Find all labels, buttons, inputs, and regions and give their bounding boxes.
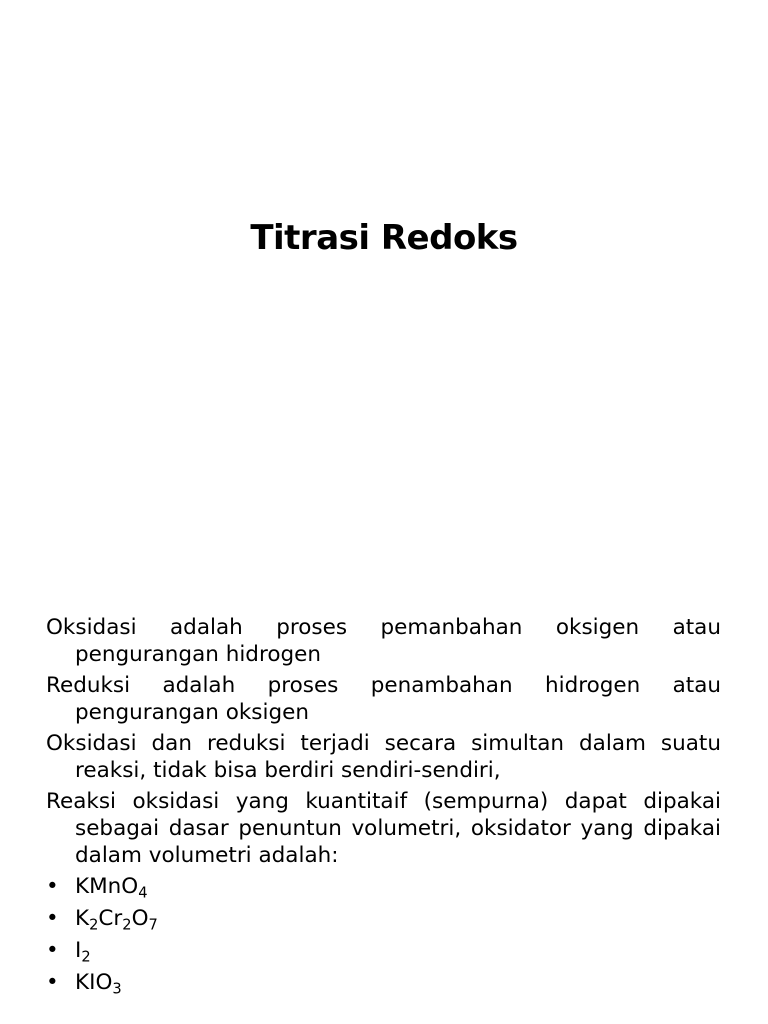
slide-body — [46, 614, 721, 1001]
list-item-kio3 — [46, 969, 721, 996]
paragraph-volumetri: Reaksi oksidasi yang kuantitaif (sempurna) dapat dipakai sebagai dasar penuntun volumetri, oksidator yang dipakai dalam volumetri adalah: — [46, 789, 721, 868]
slide-title: Titrasi Redoks — [250, 218, 518, 258]
formula-i2: $I_2$ — [75, 938, 91, 966]
list-item-k2cr2o7 — [46, 905, 721, 932]
formula-k2cr2o7: $K_2Cr_2O_7$ — [75, 906, 158, 934]
paragraph-oksidasi: Oksidasi adalah proses pemanbahan oksigen atau pengurangan hidrogen — [46, 615, 721, 667]
bullet-icon: • — [46, 906, 59, 931]
list-item-kmno4 — [46, 873, 721, 900]
paragraph-reduksi: Reduksi adalah proses penambahan hidrogen atau pengurangan oksigen — [46, 673, 721, 725]
formula-kio3: $KIO_3$ — [75, 970, 122, 998]
oxidizer-list — [46, 873, 721, 996]
paragraph-simultan: Oksidasi dan reduksi terjadi secara simultan dalam suatu reaksi, tidak bisa berdiri sendiri-sendiri, — [46, 731, 721, 783]
bullet-icon: • — [46, 874, 59, 899]
formula-kmno4: KMnO$_4$ — [75, 874, 148, 902]
bullet-icon: • — [46, 938, 59, 963]
list-item-i2 — [46, 937, 721, 964]
bullet-icon: • — [46, 970, 59, 995]
